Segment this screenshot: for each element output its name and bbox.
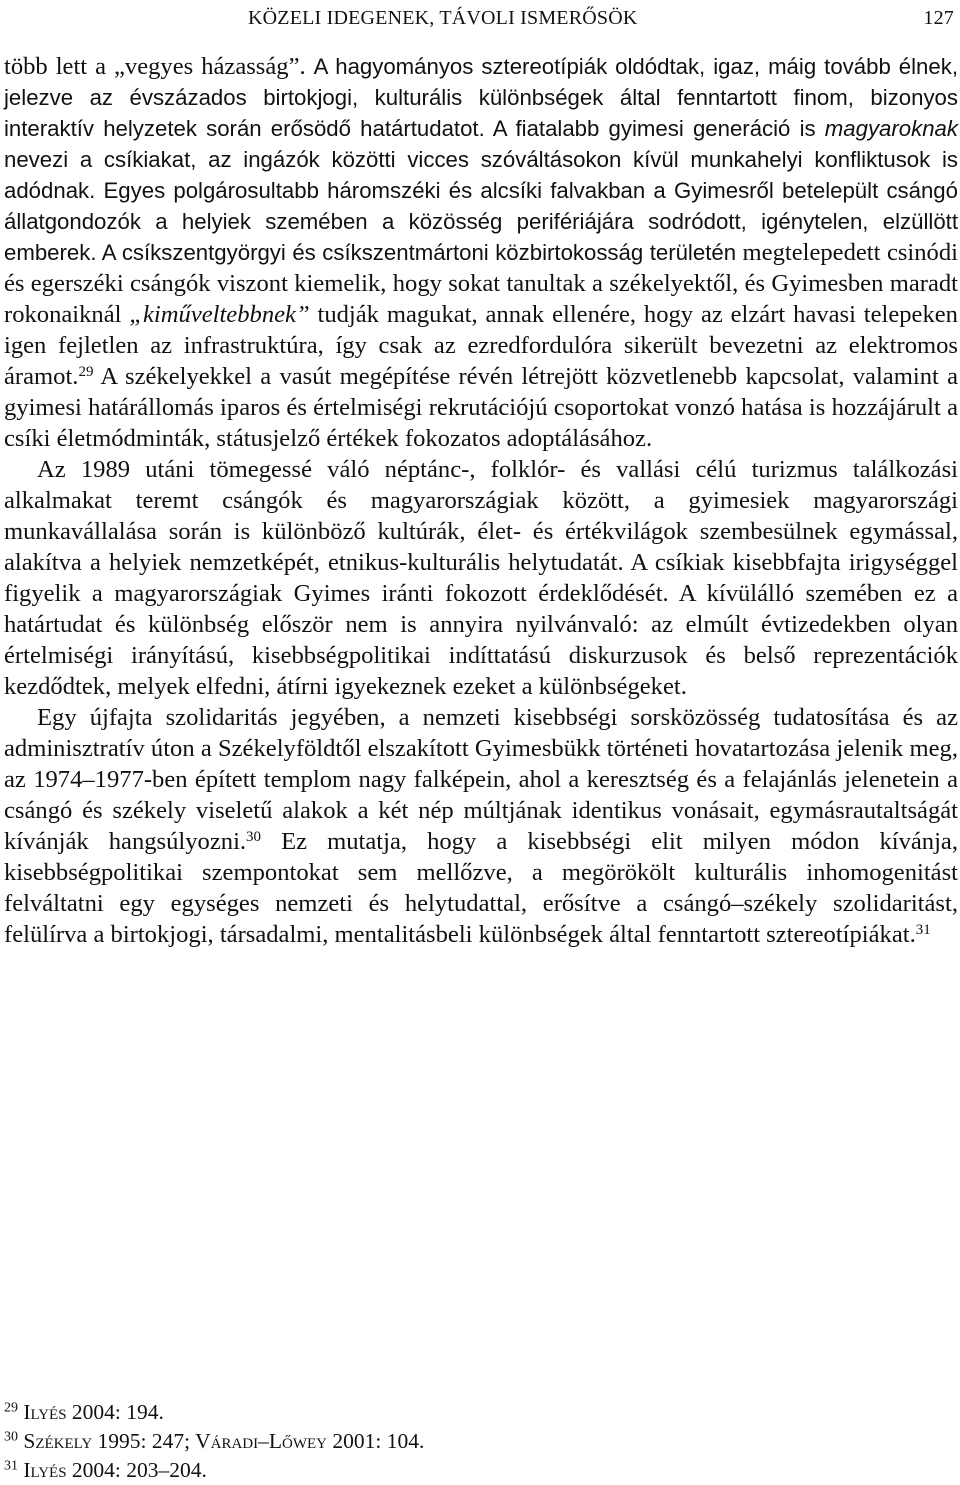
- footnote-number: 29: [4, 1400, 18, 1416]
- text-run: A székelyekkel a vasút megépítése révén létrejött közvetlenebb kapcsolat, valamint a gyimesi határállomás iparos és értelmiségi rekrutációjú csoportokat vonzó hatása is hozzájárult a csíki életmódminták, státusjelző értékek fokozatos adoptálásához.: [4, 363, 958, 452]
- text-run: Egy újfajta szolidaritás jegyében, a nemzeti kisebbségi sorsközösség tudatosítása és az adminisztratív úton a Székelyföldtől elszakított Gyimesbükk történeti hovatartozása jelenik meg, az 1974–1977-ben épített templom nagy falképein, ahol a keresztség és a felajánlás jelenetein a csángó és székely viseletű alakok a két nép múltjának identikus vonásait, egymásrautaltságát kívánják hangsúlyozni.: [4, 704, 958, 855]
- running-title: KÖZELI IDEGENEK, TÁVOLI ISMERŐSÖK: [248, 7, 638, 29]
- emphasis: „kiműveltebbnek”: [129, 301, 310, 328]
- paragraph-2: [4, 454, 958, 702]
- text-run: tudják magukat, annak ellenére, hogy az elzárt havasi telepeken igen fejletlen az infrastruktúra, így csak az ezredfordulóra sikerült bevezetni az elektromos áramot.: [4, 301, 958, 390]
- footnote-number: 30: [4, 1429, 18, 1445]
- main-text: [4, 51, 958, 950]
- footnote-text: Ilyés 2004: 194.: [23, 1400, 164, 1424]
- footnote-30: [4, 1427, 958, 1456]
- footnote-text: Ilyés 2004: 203–204.: [23, 1458, 207, 1482]
- footnote-number: 31: [4, 1458, 18, 1474]
- text-run-sans: nevezi a csíkiakat, az ingázók közötti vicces szóváltásokon kívül munkahelyi konfliktusok is adódnak. Egyes polgárosultabb háromszéki és alcsíki falvakban a Gyimesről betelepült csángó állatgondozók a helyiek szemében a közösség perifériájára sodródott, igénytelen, elzüllött emberek. A csíkszentgyörgyi és csíkszentmártoni közbirtokosság területén: [4, 147, 958, 265]
- footnote-ref-30[interactable]: 30: [246, 828, 262, 845]
- text-run: Ez mutatja, hogy a kisebbségi elit milyen módon kívánja, kisebbségpolitikai szempontokat sem mellőzve, a megörökölt kulturális inhomogenitást felváltatni egy egységes nemzeti és helytudattal, erősítve a csángó–székely szolidaritást, felülírva a birtokjogi, társadalmi, mentalitásbeli különbségek által fenntartott sztereotípiákat.: [4, 828, 958, 948]
- text-run: megtelepedett csinódi és egerszéki csángók viszont kiemelik, hogy sokat tanultak a székelyektől, és Gyimesben maradt rokonaiknál: [4, 239, 958, 328]
- paragraph-3: [4, 702, 958, 950]
- footnote-ref-31[interactable]: 31: [915, 921, 931, 938]
- text-run-sans: A hagyományos sztereotípiák oldódtak, igaz, máig tovább élnek, jelezve az évszázados birtokjogi, kulturális különbségek által fenntartott finom, bizonyos interaktív helyzetek során erősödő határtudatot. A fiatalabb gyimesi generáció is: [4, 54, 958, 141]
- footnotes: [4, 1398, 958, 1485]
- footnote-ref-29[interactable]: 29: [78, 363, 94, 380]
- running-header: [248, 6, 954, 30]
- footnote-31: [4, 1456, 958, 1485]
- emphasis: magyaroknak: [824, 116, 958, 141]
- page-number: 127: [923, 7, 954, 29]
- text-run: több lett a „vegyes házasság”.: [4, 53, 314, 80]
- footnote-text: Székely 1995: 247; Váradi–Lőwey 2001: 104.: [23, 1429, 425, 1453]
- footnote-29: [4, 1398, 958, 1427]
- paragraph-1: [4, 51, 958, 454]
- text-run: Az 1989 utáni tömegessé váló néptánc-, folklór- és vallási célú turizmus találkozási alkalmakat teremt csángók és magyarországiak között, a gyimesiek magyarországi munkavállalása során is különböző kultúrák, élet- és értékvilágok szembesülnek egymással, alakítva a helyiek nemzetképét, etnikus-kulturális helytudatát. A csíkiak kisebbfajta irigységgel figyelik a magyarországiak Gyimes iránti fokozott érdeklődését. A kívülálló szemében ez a határtudat és különbség először nem is annyira nyilvánvaló: az elmúlt évtizedekben olyan értelmiségi irányítású, kisebbségpolitikai indíttatású diskurzusok és belső reprezentációk kezdődtek, melyek elfedni, átírni igyekeznek ezeket a különbségeket.: [4, 456, 958, 700]
